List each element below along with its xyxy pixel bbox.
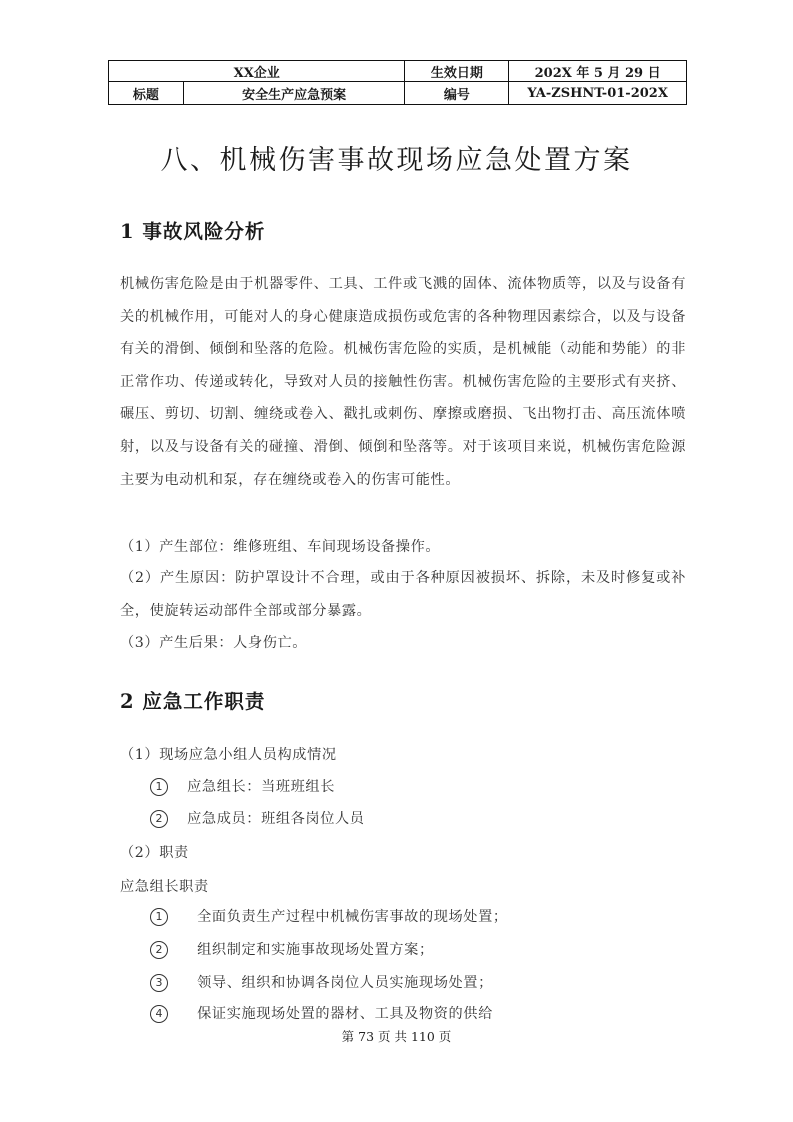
number-value: YA-ZSHNT-01-202X [509,82,687,105]
effective-date-value: 202X 年 5 月 29 日 [509,61,687,82]
company-name: XX企业 [109,61,405,82]
page-footer: 第 73 页 共 110 页 [341,1029,452,1044]
duty-text: 全面负责生产过程中机械伤害事故的现场处置； [197,909,508,925]
duty-text: 领导、组织和协调各岗位人员实施现场处置； [197,975,493,991]
document-header-table [108,60,687,105]
title-value: 安全生产应急预案 [183,82,405,105]
circled-number: 2 [150,810,168,828]
title-label: 标题 [109,82,184,105]
team-members-text: 应急成员：班组各岗位人员 [187,811,365,827]
section-2-heading: 2 应急工作职责 [120,690,266,713]
duty-row [150,1003,493,1023]
effective-date-label: 生效日期 [405,61,509,82]
team-member-row [150,776,335,796]
circled-number: 1 [150,778,168,796]
cause-location-item: （1）产生部位：维修班组、车间现场设备操作。 [120,539,441,555]
circled-number: 3 [150,974,168,992]
cause-reason-item: （2）产生原因：防护罩设计不合理，或由于各种原因被损坏、拆除，未及时修复或补全，使旋转运动部件全部或部分暴露。 [120,570,686,619]
team-composition-item: （1）现场应急小组人员构成情况 [120,747,337,763]
leader-duties-heading: 应急组长职责 [120,879,209,895]
duty-row [150,939,434,959]
document-title: 八、机械伤害事故现场应急处置方案 [160,145,633,176]
section-1-paragraph: 机械伤害危险是由于机器零件、工具、工件或飞溅的固体、流体物质等，以及与设备有关的机械作用，可能对人的身心健康造成损伤或危害的各种物理因素综合，以及与设备有关的滑倒、倾倒和坠落的危险。机械伤害危险的实质，是机械能（动能和势能）的非正常作功、传递或转化，导致对人员的接触性伤害。机械伤害危险的主要形式有夹挤、碾压、剪切、切割、缠绕或卷入、戳扎或刺伤、摩擦或磨损、飞出物打击、高压流体喷射，以及与设备有关的碰撞、滑倒、倾倒和坠落等。对于该项目来说，机械伤害危险源主要为电动机和泵，存在缠绕或卷入的伤害可能性。 [120,276,686,488]
circled-number: 4 [150,1005,168,1023]
circled-number: 1 [150,908,168,926]
team-member-row [150,808,365,828]
duty-text: 组织制定和实施事故现场处置方案； [197,942,434,958]
section-1-heading: 1 事故风险分析 [120,220,266,243]
duty-row [150,906,508,926]
duty-text: 保证实施现场处置的器材、工具及物资的供给 [197,1006,493,1022]
cause-consequence-item: （3）产生后果：人身伤亡。 [120,635,308,651]
circled-number: 2 [150,941,168,959]
number-label: 编号 [405,82,509,105]
duty-row [150,972,493,992]
team-leader-text: 应急组长：当班班组长 [187,779,336,795]
duties-item: （2）职责 [120,845,189,861]
